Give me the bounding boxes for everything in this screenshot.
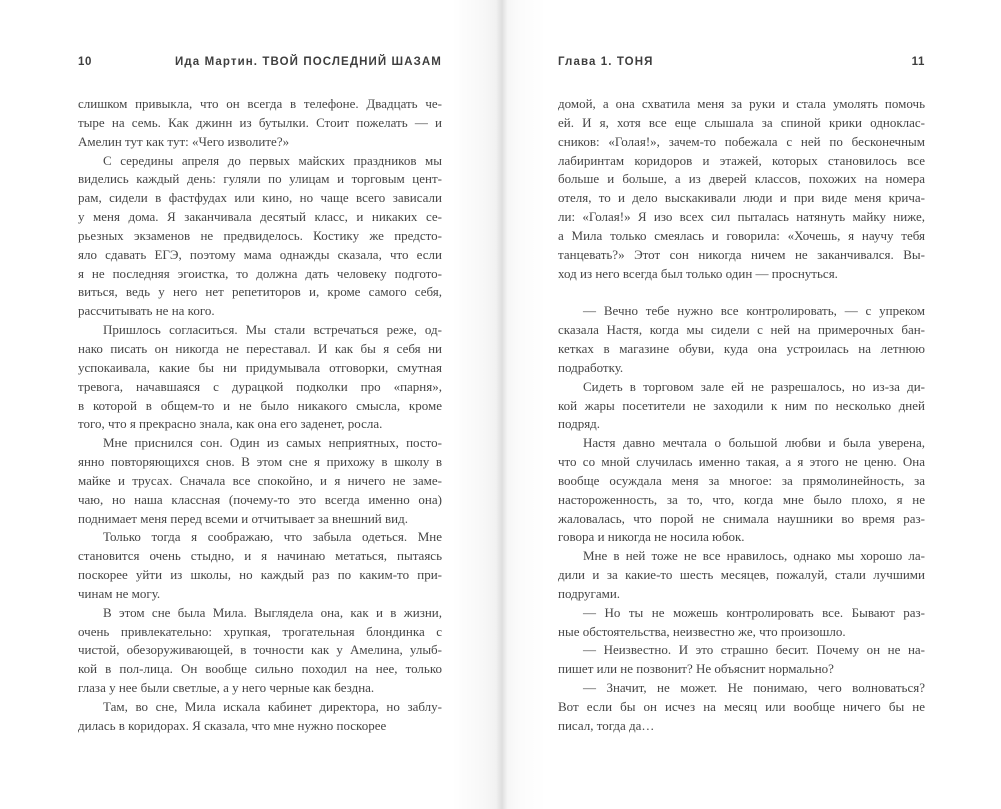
paragraph [558, 302, 925, 377]
text-line: яло сдавать ЕГЭ, поэтому мама однажды сказала, что если [78, 246, 442, 262]
text-line: майке и трусах. Сначала все спокойно, и я ничего не заме- [78, 472, 442, 488]
right-page [558, 56, 925, 736]
text-line: Мне приснился сон. Один из самых неприятных, посто- [103, 435, 442, 451]
text-line: чаю, но наша классная (почему-то это всегда именно она) [78, 491, 442, 507]
text-line: очень привлекательно: хрупкая, трогательная блондинка с [78, 623, 442, 639]
text-line: кетках в магазине обуви, куда она устроилась на летнюю [558, 340, 925, 356]
text-line: — Вечно тебе нужно все контролировать, — с упреком [583, 303, 925, 319]
text-line: того, что я прекрасно знала, как она его заденет, росла. [78, 416, 383, 432]
right-running-head [558, 56, 925, 71]
paragraph [78, 434, 442, 528]
text-line: подработку. [558, 359, 624, 375]
paragraph [558, 378, 925, 435]
text-line: чинам не могу. [78, 585, 161, 601]
text-line: — Но ты не можешь контролировать все. Бывают раз- [583, 604, 925, 620]
text-line: ей. И я, хотя все еще слышала за спиной крики одноклас- [558, 114, 925, 130]
text-line: Сидеть в торговом зале ей не разрешалось, но из-за ди- [583, 378, 925, 394]
text-line: Пришлось согласиться. Мы стали встречаться реже, од- [103, 322, 442, 338]
text-line: Настя давно мечтала о большой любви и была уверена, [583, 435, 925, 451]
text-line: Вот если бы он исчез на месяц или вообще ничего бы не [558, 699, 925, 714]
text-line: — Неизвестно. И это страшно бесит. Почему он не на- [583, 642, 925, 658]
text-line: домой, а она схватила меня за руки и стала умолять помочь [558, 96, 925, 111]
text-line: вообще осуждала меня за многое: за прямолинейность, за [558, 472, 925, 488]
text-line: ход из него всегда был только один — проснуться. [558, 265, 838, 281]
paragraph [78, 698, 442, 736]
text-line: отеля, то и дело выскакивали люди и при виде меня крича- [558, 190, 925, 206]
text-line: поскорее уйти из школы, но каждый раз по каким-то при- [78, 567, 442, 583]
text-line: янно повторяющихся снов. В этом сне я прихожу в школу в [78, 454, 442, 470]
text-line: чистой, обезоруживающей, в точности как у Амелина, улыб- [78, 642, 442, 658]
paragraph [558, 679, 925, 736]
text-line: пишет или не позвонит? Не объяснит нормально? [558, 661, 834, 677]
paragraph [558, 95, 925, 283]
paragraph [78, 95, 442, 152]
text-line: глаза у нее были светлые, а у него черные как бездна. [78, 680, 375, 696]
paragraph [78, 152, 442, 322]
text-line: становится очень стыдно, и я начинаю метаться, пытаясь [78, 548, 442, 564]
text-line: Только тогда я соображаю, что забыла одеться. Мне [103, 529, 442, 545]
text-line: у меня дома. Я заканчивала десятый класс, и никаких се- [78, 209, 442, 225]
text-line: рьезных экзаменов не предвиделось. Костику же предсто- [78, 227, 442, 243]
text-line: ли: «Голая!» Я изо всех сил пыталась натянуть майку ниже, [558, 209, 925, 225]
left-running-title: Ида Мартин. ТВОЙ ПОСЛЕДНИЙ ШАЗАМ [175, 56, 442, 68]
text-line: писал, тогда да… [558, 717, 655, 733]
page-gutter-shadow [452, 0, 548, 809]
text-line: тыре на семь. Как джинн из бутылки. Стоит пожелать — и [78, 114, 442, 130]
text-line: настороженность, за то, что, когда мне было плохо, я не [558, 491, 925, 507]
text-line: виться, ведь у него нет репетиторов и, кроме самого себя, [78, 284, 442, 300]
left-running-head [78, 56, 442, 71]
text-line: рассчитывать не на кого. [78, 303, 215, 319]
text-line: жаловалась, что порой не снимала наушники во время раз- [558, 510, 925, 526]
paragraph [78, 604, 442, 698]
right-page-body [558, 95, 925, 736]
text-line: рам, сидели в фастфудах или кино, но чаще всего зависали [78, 190, 442, 206]
paragraph [558, 434, 925, 547]
text-line: С середины апреля до первых майских праздников мы [103, 152, 442, 168]
left-page-number: 10 [78, 56, 92, 68]
paragraph [78, 321, 442, 434]
right-page-number: 11 [911, 56, 925, 68]
text-line: — Значит, не может. Не понимаю, чего волноваться? [583, 680, 925, 696]
text-line: говора и никогда не носила юбок. [558, 529, 745, 545]
text-line: успокаивала, какие бы ни придумывала отговорки, смутная [78, 359, 442, 375]
paragraph [558, 641, 925, 679]
text-line: Там, во сне, Мила искала кабинет директора, но заблу- [103, 699, 442, 714]
text-line: В этом сне была Мила. Выглядела она, как и в жизни, [103, 604, 442, 620]
text-line: ные обстоятельства, неизвестно же, что произошло. [558, 623, 846, 639]
text-line: а Мила только смеялась и говорила: «Хочешь, я научу тебя [558, 227, 925, 243]
left-page-body [78, 95, 442, 736]
text-line: кой жары посетители не заходили к ним по несколько дней [558, 397, 925, 413]
text-line: дили и за какие-то шесть месяцев, пожалуй, стали лучшими [558, 567, 925, 583]
right-running-title: Глава 1. ТОНЯ [558, 56, 654, 68]
text-line: кой в пол-лица. Он вообще сильно походил на нее, только [78, 661, 442, 677]
text-line: сников: «Голая!», зачем-то побежала с ней по бесконечным [558, 133, 925, 149]
left-page [78, 56, 442, 736]
text-line: дилась в коридорах. Я сказала, что мне нужно поскорее [78, 717, 387, 733]
text-line: слишком привыкла, что он всегда в телефоне. Двадцать че- [78, 96, 442, 111]
text-line: что со мной случилась именно такая, а я этого не ценю. Она [558, 454, 925, 470]
text-line: тревога, начавшаяся с дурацкой подколки про «парня», [78, 378, 442, 394]
paragraph [558, 547, 925, 604]
text-line: лабиринтам коридоров и этажей, которых становилось все [558, 152, 925, 168]
text-line: подряд. [558, 416, 601, 432]
text-line: Амелин тут как тут: «Чего изволите?» [78, 133, 290, 149]
text-line: подругами. [558, 585, 621, 601]
text-line: виделись каждый день: гуляли по улицам и торговым цент- [78, 171, 442, 187]
paragraph [558, 604, 925, 642]
text-line: я не последняя эгоистка, то должна дать человеку подгото- [78, 265, 442, 281]
text-line: больше и больше, а из дверей классов, похожих на номера [558, 171, 925, 187]
text-line: поднимает меня перед всеми и отчитывает за внешний вид. [78, 510, 408, 526]
text-line: в которой в общем-то и не было никакого смысла, кроме [78, 397, 442, 413]
text-line: Мне в ней тоже не все нравилось, однако мы хорошо ла- [583, 548, 925, 564]
text-line: сказала Настя, когда мы сидели с ней на примерочных бан- [558, 322, 925, 338]
text-line: танцевать?» Этот сон никогда ничем не заканчивался. Вы- [558, 246, 925, 262]
paragraph [78, 528, 442, 603]
text-line: нако писать он никогда не переставал. И как бы я себя ни [78, 340, 442, 356]
